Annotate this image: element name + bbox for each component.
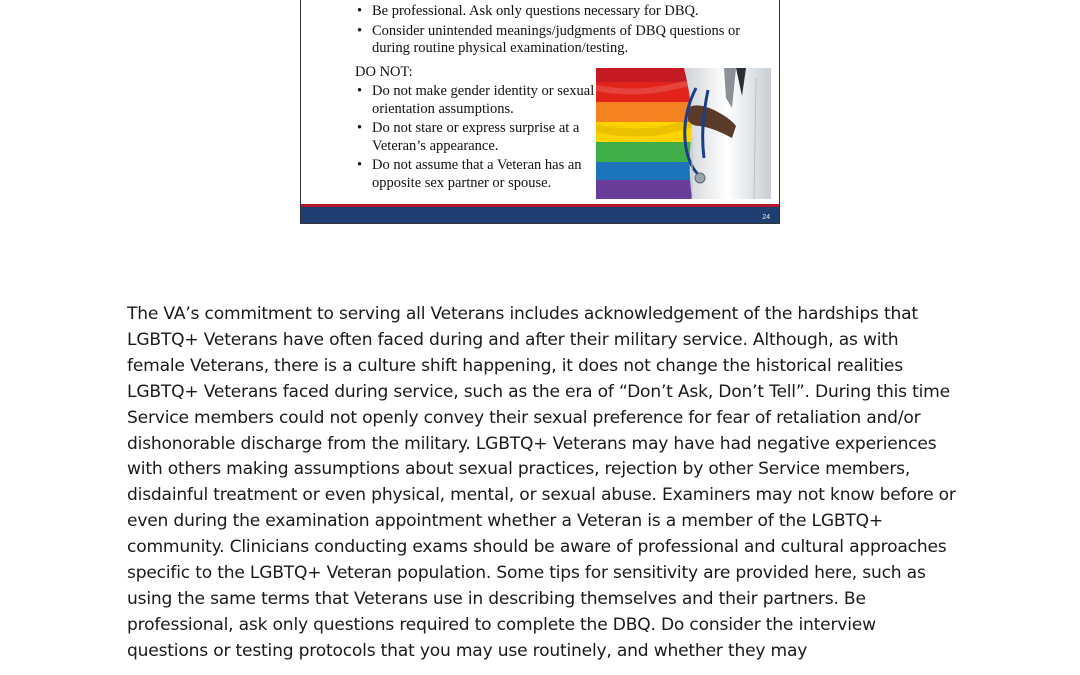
- slide-footer: [301, 207, 779, 223]
- speaker-notes-paragraph: The VA’s commitment to serving all Veterans includes acknowledgement of the hardships that LGBTQ+ Veterans have often faced during and after their military service. Although, as with female Veterans, there is a culture shift happening, it does not change the historical realities LGBTQ+ Veterans faced during service, such as the era of “Don’t Ask, Don’t Tell”. During this time Service members could not openly convey their sexual preference for fear of retaliation and/or dishonorable discharge from the military. LGBTQ+ Veterans may have had negative experiences with others making assumptions about sexual practices, rejection by other Service members, disdainful treatment or even physical, mental, or sexual abuse. Examiners may not know before or even during the examination appointment whether a Veteran is a member of the LGBTQ+ community. Clinicians conducting exams should be aware of professional and cultural approaches specific to the LGBTQ+ Veteran population. Some tips for sensitivity are provided here, such as using the same terms that Veterans use in describing themselves and their partners. Be professional, ask only questions required to complete the DBQ. Do consider the interview questions or testing protocols that you may use routinely, and whether they may: [127, 304, 956, 661]
- slide-thumbnail: [300, 0, 780, 224]
- bullet-item: • Be professional. Ask only questions necessary for DBQ.: [355, 3, 775, 21]
- bullet-item: • Consider unintended meanings/judgments of DBQ questions or during routine physical examination/testing.: [355, 23, 775, 58]
- top-bullet-list: [355, 3, 775, 58]
- bullet-item: • Do not assume that a Veteran has an opposite sex partner or spouse.: [355, 157, 602, 192]
- slide-page-number: 24: [762, 214, 770, 221]
- doctor-with-stethoscope-icon: [596, 68, 771, 199]
- bullet-item: • Do not make gender identity or sexual orientation assumptions.: [355, 83, 602, 118]
- do-not-heading: DO NOT:: [355, 63, 413, 80]
- doctor-pride-flag-image: [596, 68, 771, 199]
- bullet-item: • Do not stare or express surprise at a Veteran’s appearance.: [355, 120, 602, 155]
